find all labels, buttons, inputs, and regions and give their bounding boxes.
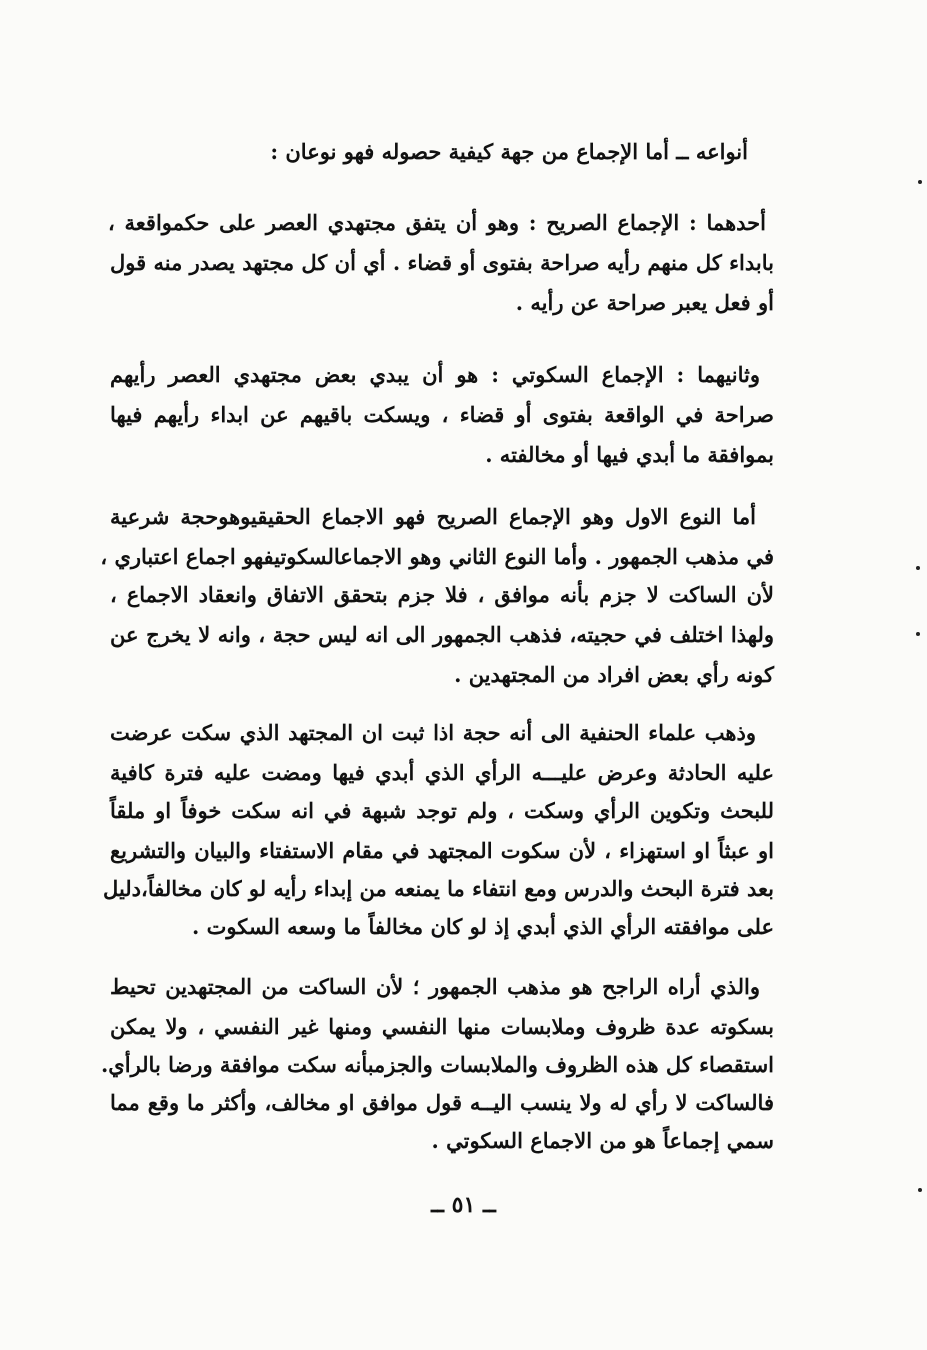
paragraph-4-line-6: على موافقته الرأي الذي أبدي إذ لو كان مخالفاً ما وسعه السكوت .	[192, 914, 774, 939]
scan-speck	[916, 566, 920, 570]
scan-speck	[918, 180, 922, 184]
paragraph-1-line-3: أو فعل يعبر صراحة عن رأيه .	[515, 290, 774, 315]
paragraph-5-line-3: استقصاء كل هذه الظروف والملابسات والجزمبأنه سكت موافقة ورضا بالرأي.	[100, 1052, 774, 1077]
paragraph-3-line-4: ولهذا اختلف في حجيته، فذهب الجمهور الى انه ليس حجة ، وانه لا يخرج عن	[110, 622, 774, 647]
paragraph-5-line-4: فالساكت لا رأي له ولا ينسب اليــه قول موافق او مخالف، وأكثر ما وقع مما	[110, 1090, 774, 1115]
paragraph-2-line-2: صراحة في الواقعة بفتوى أو قضاء ، ويسكت باقيهم عن ابداء رأيهم فيها	[110, 402, 774, 427]
scan-speck	[916, 632, 920, 636]
paragraph-1-line-1: أحدهما : الإجماع الصريح : وهو أن يتفق مجتهدي العصر على حكمواقعة ،	[108, 210, 766, 235]
paragraph-5-line-5: سمي إجماعاً هو من الاجماع السكوتي .	[431, 1128, 774, 1153]
paragraph-3-line-5: كونه رأي بعض افراد من المجتهدين .	[454, 662, 774, 687]
paragraph-5-line-2: بسكوته عدة ظروف وملابسات منها النفسي ومنها غير النفسي ، ولا يمكن	[110, 1014, 774, 1039]
paragraph-4-line-4: او عبثاً او استهزاء ، لأن سكوت المجتهد في مقام الاستفتاء والبيان والتشريع	[110, 838, 774, 863]
scan-speck	[918, 1188, 922, 1192]
paragraph-3-line-3: لأن الساكت لا جزم بأنه موافق ، فلا جزم بتحقق الاتفاق وانعقاد الاجماع ،	[110, 582, 774, 607]
paragraph-3-line-2: في مذهب الجمهور . وأما النوع الثاني وهو الاجماعالسكوتيفهو اجماع اعتباري ،	[100, 544, 774, 569]
paragraph-3-line-1: أما النوع الاول وهو الإجماع الصريح فهو الاجماع الحقيقيوهوحجة شرعية	[110, 504, 756, 529]
paragraph-4-line-5: بعد فترة البحث والدرس ومع انتفاء ما يمنعه من إبداء رأيه لو كان مخالفاً،دليل	[103, 876, 774, 901]
paragraph-4-line-1: وذهب علماء الحنفية الى أنه حجة اذا ثبت ان المجتهد الذي سكت عرضت	[110, 720, 756, 745]
paragraph-2-line-3: بموافقة ما أبدي فيها أو مخالفته .	[485, 442, 774, 467]
section-heading: أنواعه ــ أما الإجماع من جهة كيفية حصوله فهو نوعان :	[270, 139, 748, 164]
paragraph-2-line-1: وثانيهما : الإجماع السكوتي : هو أن يبدي بعض مجتهدي العصر رأيهم	[110, 362, 760, 387]
page-number: ــ ٥١ ــ	[431, 1192, 496, 1218]
paragraph-1-line-2: بابداء كل منهم رأيه صراحة بفتوى أو قضاء . أي أن كل مجتهد يصدر منه قول	[110, 250, 774, 275]
paragraph-4-line-3: للبحث وتكوين الرأي وسكت ، ولم توجد شبهة في انه سكت خوفاً او ملقاً	[110, 798, 774, 823]
paragraph-5-line-1: والذي أراه الراجح هو مذهب الجمهور ؛ لأن الساكت من المجتهدين تحيط	[110, 974, 760, 999]
paragraph-4-line-2: عليه الحادثة وعرض عليـــه الرأي الذي أبدي فيها ومضت عليه فترة كافية	[110, 760, 774, 785]
